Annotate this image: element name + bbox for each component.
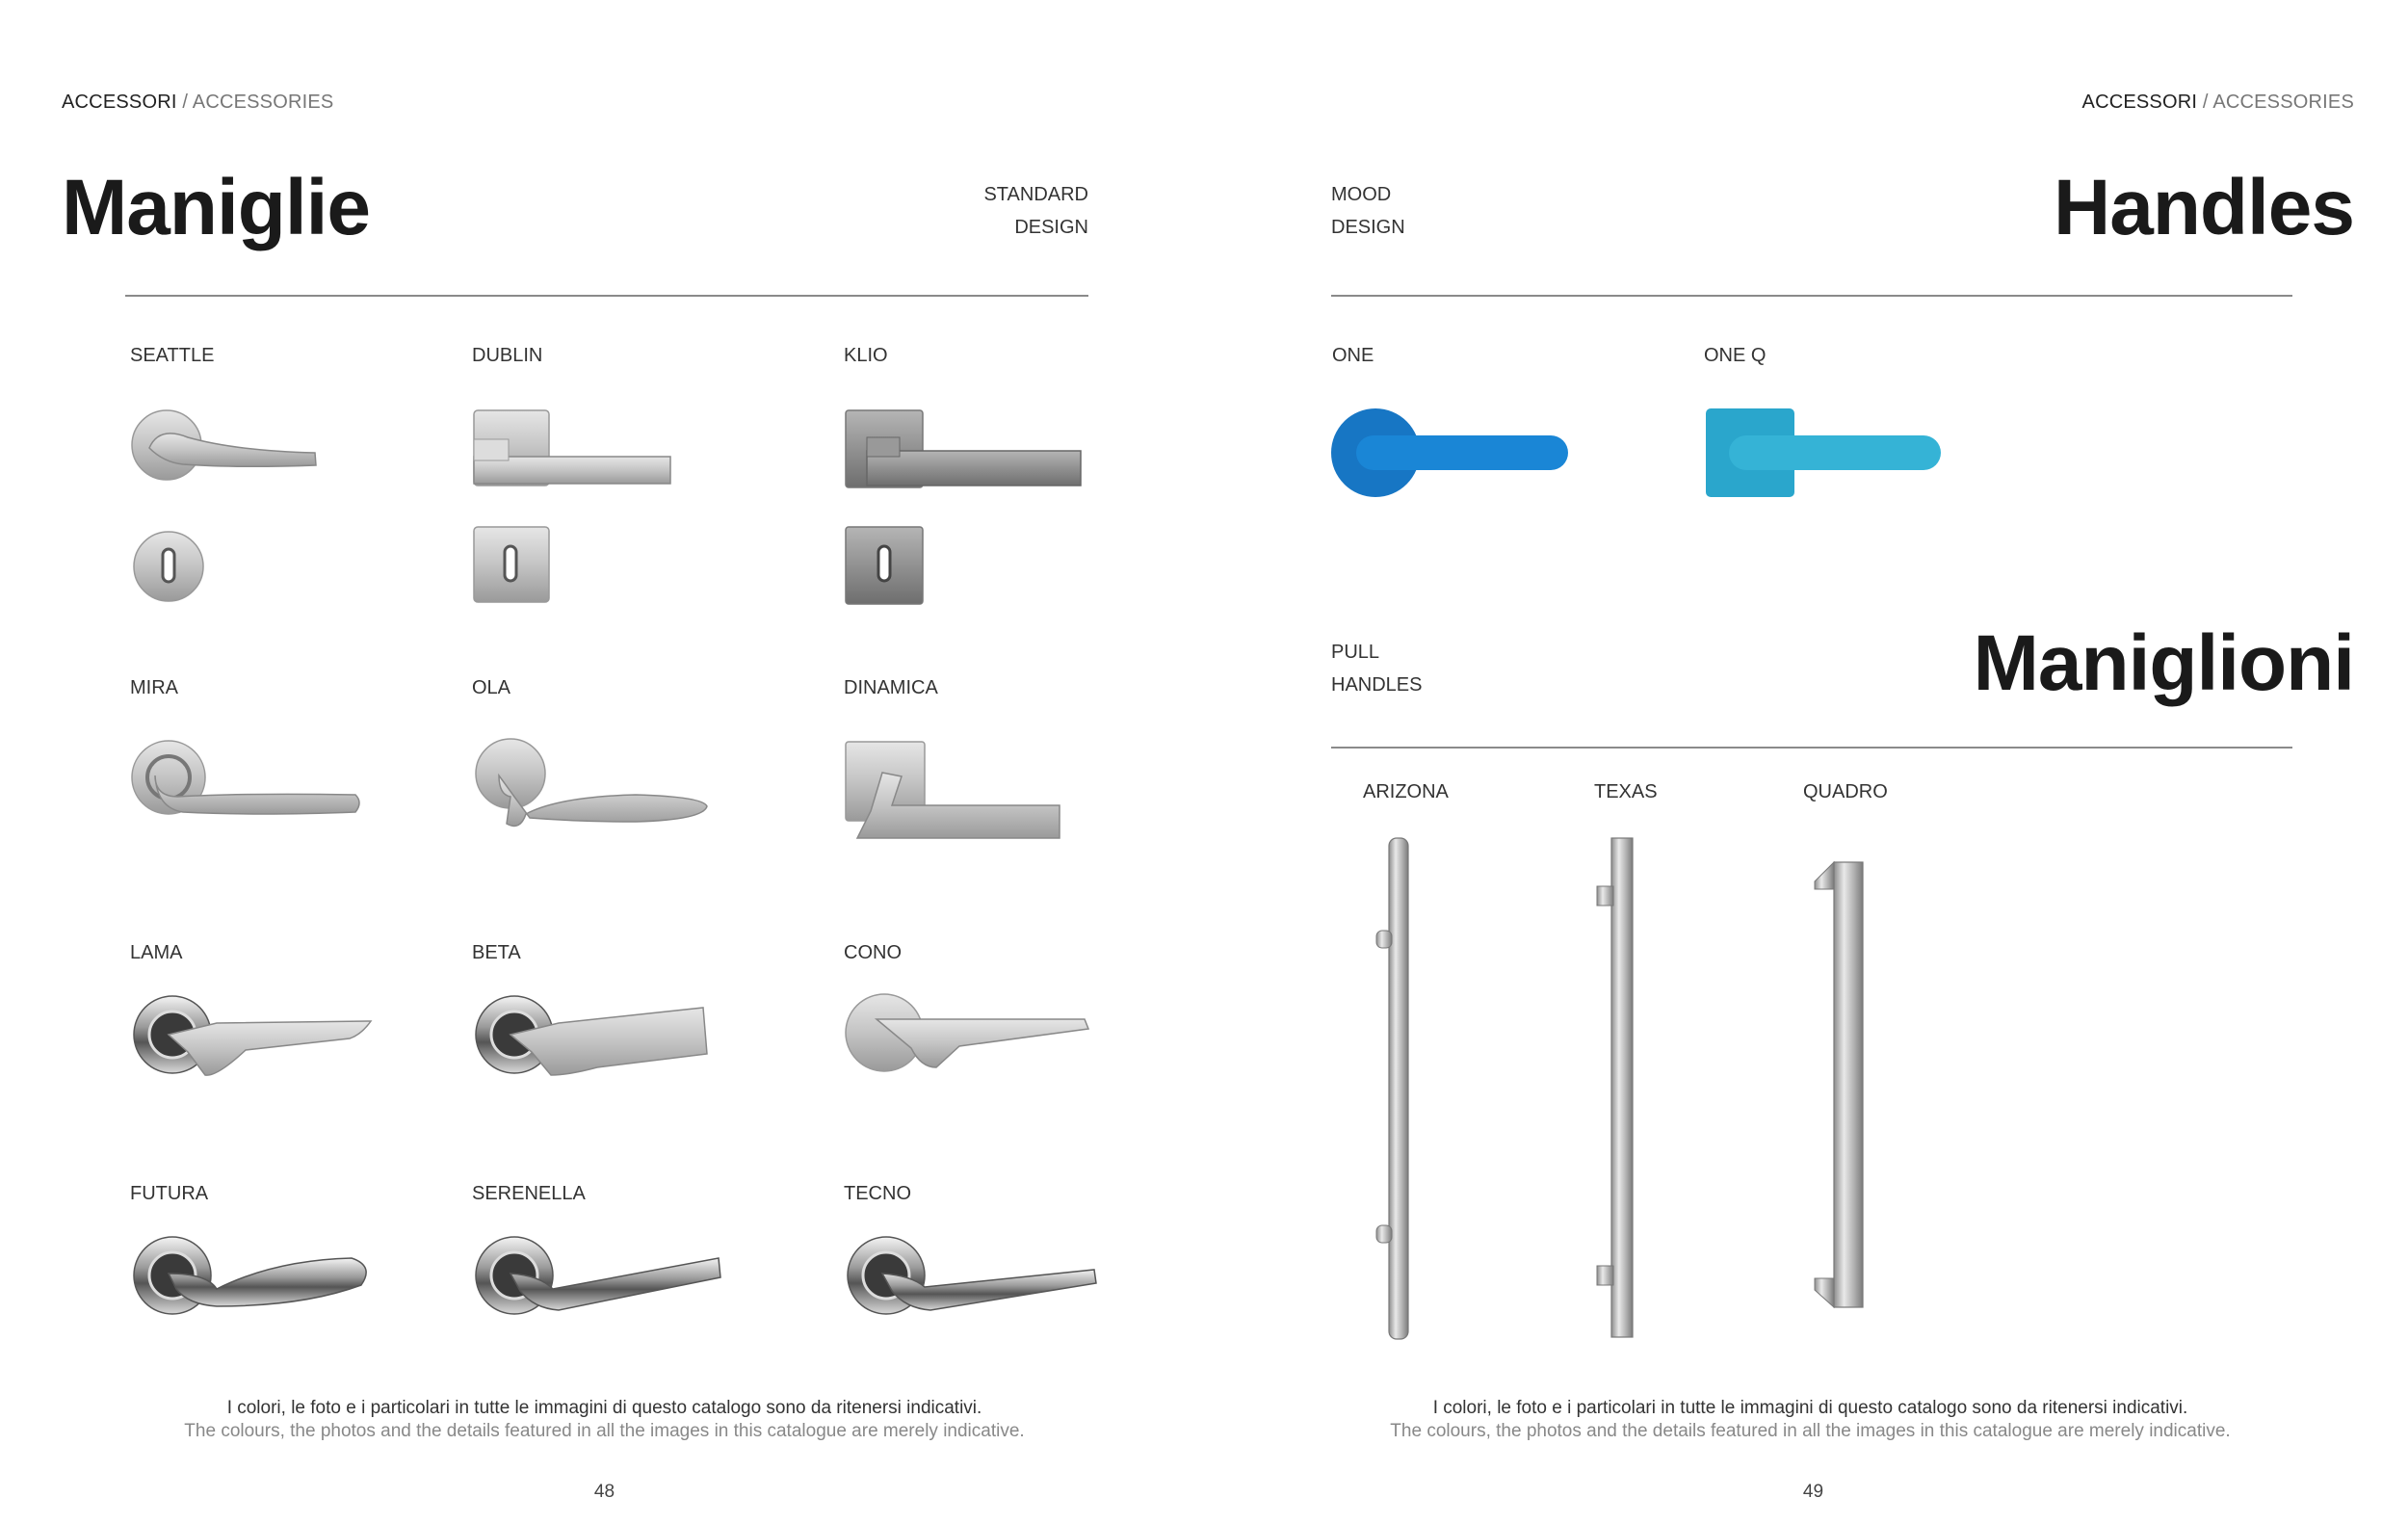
seattle-keyhole-image <box>132 528 209 605</box>
left-section-tag <box>62 92 333 114</box>
lama-handle-image <box>130 990 380 1087</box>
product-label-tecno: TECNO <box>844 1183 911 1204</box>
klio-keyhole-image <box>844 525 925 606</box>
ola-handle-image <box>472 737 713 833</box>
dublin-handle-image <box>472 408 674 490</box>
left-page-title: Maniglie <box>62 164 371 251</box>
left-section-it: ACCESSORI <box>62 92 177 113</box>
product-label-serenella: SERENELLA <box>472 1183 586 1204</box>
pull-subtitle-line2: HANDLES <box>1331 674 1423 696</box>
left-subtitle-line1: STANDARD <box>983 184 1088 205</box>
product-label-seattle: SEATTLE <box>130 345 215 366</box>
left-footer-it: I colori, le foto e i particolari in tutte le immagini di questo catalogo sono da ritenersi indicativi. <box>226 1398 982 1418</box>
product-label-texas: TEXAS <box>1594 781 1658 802</box>
klio-handle-image <box>844 408 1085 491</box>
product-label-mira: MIRA <box>130 677 178 698</box>
one-q-handle-image <box>1704 407 1945 499</box>
cono-handle-image <box>844 990 1094 1077</box>
right-footer-en: The colours, the photos and the details featured in all the images in this catalogue are merely indicative. <box>1390 1421 2231 1441</box>
beta-handle-image <box>472 990 713 1087</box>
product-label-one: ONE <box>1332 345 1374 366</box>
right-divider-top <box>1331 295 2292 297</box>
product-label-beta: BETA <box>472 942 521 963</box>
serenella-handle-image <box>472 1231 732 1323</box>
right-divider-pull <box>1331 747 2292 749</box>
product-label-dublin: DUBLIN <box>472 345 543 366</box>
product-label-futura: FUTURA <box>130 1183 209 1204</box>
tecno-handle-image <box>844 1231 1104 1323</box>
product-label-klio: KLIO <box>844 345 888 366</box>
dublin-keyhole-image <box>472 525 551 604</box>
left-section-sep: / <box>176 92 193 113</box>
pull-subtitle <box>1331 636 1422 701</box>
right-page-title: Handles <box>2054 164 2354 251</box>
dinamica-handle-image <box>844 740 1065 846</box>
left-subtitle-line2: DESIGN <box>1014 217 1088 238</box>
mira-handle-image <box>130 737 371 824</box>
texas-pull-handle-image <box>1594 836 1642 1342</box>
product-label-one-q: ONE Q <box>1704 345 1767 366</box>
right-subtitle-line2: DESIGN <box>1331 217 1405 238</box>
left-page-number: 48 <box>593 1482 615 1502</box>
quadro-pull-handle-image <box>1811 860 1869 1313</box>
futura-handle-image <box>130 1231 380 1323</box>
pull-subtitle-line1: PULL <box>1331 642 1380 663</box>
right-footer-it: I colori, le foto e i particolari in tutte le immagini di questo catalogo sono da ritenersi indicativi. <box>1432 1398 2188 1418</box>
right-section-sep: / <box>2197 92 2213 113</box>
product-label-quadro: QUADRO <box>1803 781 1888 802</box>
left-section-en: ACCESSORIES <box>192 92 334 113</box>
product-label-lama: LAMA <box>130 942 183 963</box>
left-subtitle <box>867 178 1088 244</box>
product-label-arizona: ARIZONA <box>1363 781 1449 802</box>
left-footer-en: The colours, the photos and the details featured in all the images in this catalogue are merely indicative. <box>184 1421 1025 1441</box>
right-page-number: 49 <box>1802 1482 1824 1502</box>
right-subtitle-line1: MOOD <box>1331 184 1392 205</box>
right-section-en: ACCESSORIES <box>2212 92 2354 113</box>
product-label-cono: CONO <box>844 942 902 963</box>
right-subtitle <box>1331 178 1405 244</box>
left-divider <box>125 295 1088 297</box>
product-label-dinamica: DINAMICA <box>844 677 938 698</box>
right-section-it: ACCESSORI <box>2081 92 2198 113</box>
arizona-pull-handle-image <box>1373 836 1421 1342</box>
right-section-tag <box>1926 92 2354 114</box>
product-label-ola: OLA <box>472 677 511 698</box>
pull-section-title: Maniglioni <box>1973 619 2354 707</box>
one-handle-image <box>1331 405 1572 501</box>
seattle-handle-image <box>130 405 323 482</box>
